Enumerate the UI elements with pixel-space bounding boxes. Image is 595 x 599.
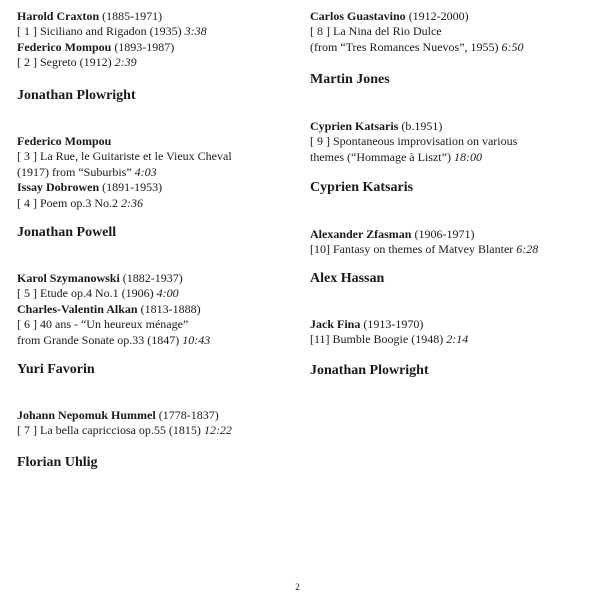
- track-line: [ 3 ] La Rue, le Guitariste et le Vieux Cheval: [17, 149, 232, 164]
- track-line: [310, 242, 538, 257]
- composer-heading: [310, 119, 517, 134]
- track-title: [ 2 ] Segreto (1912): [17, 55, 112, 70]
- track-line: [310, 40, 524, 55]
- composer-heading: [17, 40, 207, 55]
- track-title: themes (“Hommage à Liszt”): [310, 149, 451, 164]
- track-duration: 10:43: [182, 332, 211, 347]
- composer-dates: (1906-1971): [414, 227, 475, 241]
- performer-name: Florian Uhlig: [17, 455, 98, 470]
- work-block: [17, 134, 232, 211]
- composer-dates: (1912-2000): [408, 9, 469, 23]
- track-line: [ 6 ] 40 ans - “Un heureux ménage”: [17, 317, 189, 332]
- composer-heading: [17, 408, 232, 423]
- composer-heading: [17, 180, 232, 195]
- composer-heading: [310, 317, 468, 332]
- composer-heading: [310, 227, 538, 242]
- composer-name: Harold Craxton: [17, 9, 100, 23]
- track-line: [17, 165, 232, 180]
- composer-dates: (1813-1888): [140, 301, 201, 316]
- composer-dates: (1778-1837): [158, 408, 219, 422]
- performer-name: Yuri Favorin: [17, 362, 95, 377]
- track-duration: 4:00: [156, 286, 179, 301]
- performer-name: Jonathan Plowright: [310, 363, 429, 378]
- work-block: [17, 271, 210, 348]
- composer-dates: (b.1951): [401, 119, 443, 133]
- track-line: [17, 55, 207, 70]
- track-duration: 4:03: [134, 164, 157, 179]
- track-title: from Grande Sonate op.33 (1847): [17, 332, 180, 347]
- composer-name: Jack Fina: [310, 317, 361, 331]
- track-title: [ 4 ] Poem op.3 No.2: [17, 195, 118, 210]
- composer-name: Alexander Zfasman: [310, 227, 412, 241]
- composer-heading: [17, 9, 207, 24]
- work-block: [310, 9, 524, 55]
- performer-name: Jonathan Plowright: [17, 88, 136, 103]
- track-title: [ 7 ] La bella capricciosa op.55 (1815): [17, 423, 201, 438]
- composer-name: Johann Nepomuk Hummel: [17, 408, 156, 422]
- composer-name: Carlos Guastavino: [310, 9, 406, 23]
- composer-name: Federico Mompou: [17, 39, 112, 54]
- track-title: (1917) from “Suburbis”: [17, 164, 132, 179]
- composer-name: Issay Dobrowen: [17, 180, 100, 195]
- track-title: [11] Bumble Boogie (1948): [310, 332, 444, 347]
- composer-dates: (1885-1971): [102, 9, 163, 23]
- track-title: (from “Tres Romances Nuevos”, 1955): [310, 39, 499, 54]
- track-duration: 2:39: [114, 55, 137, 70]
- track-duration: 6:28: [516, 242, 539, 257]
- track-line: [17, 286, 210, 301]
- composer-dates: (1893-1987): [114, 39, 175, 54]
- performer-name: Jonathan Powell: [17, 225, 117, 240]
- work-block: [17, 9, 207, 71]
- composer-dates: (1882-1937): [122, 271, 183, 285]
- track-title: [ 1 ] Siciliano and Rigadon (1935): [17, 24, 182, 39]
- track-title: [10] Fantasy on themes of Matvey Blanter: [310, 242, 514, 257]
- work-block: [310, 317, 468, 348]
- performer-name: Martin Jones: [310, 72, 390, 87]
- track-line: [ 8 ] La Nina del Rio Dulce: [310, 24, 442, 39]
- track-line: [17, 423, 232, 438]
- track-line: [17, 24, 207, 39]
- track-line: [310, 150, 517, 165]
- composer-heading: [17, 271, 210, 286]
- track-duration: 2:14: [446, 332, 469, 347]
- track-duration: 2:36: [121, 195, 143, 210]
- performer-name: Cyprien Katsaris: [310, 180, 414, 195]
- track-line: [17, 196, 232, 211]
- composer-name: Charles-Valentin Alkan: [17, 301, 138, 316]
- composer-heading: [17, 134, 232, 149]
- work-block: [310, 227, 538, 258]
- track-line: [ 9 ] Spontaneous improvisation on various: [310, 134, 518, 149]
- work-block: [17, 408, 232, 439]
- track-line: [17, 333, 210, 348]
- track-duration: 12:22: [203, 423, 232, 438]
- track-title: [ 5 ] Etude op.4 No.1 (1906): [17, 286, 154, 301]
- composer-heading: [17, 302, 210, 317]
- composer-dates: (1913-1970): [363, 317, 424, 331]
- composer-heading: [310, 9, 524, 24]
- composer-dates: (1891-1953): [102, 180, 163, 195]
- composer-name: Karol Szymanowski: [17, 271, 120, 285]
- track-duration: 3:38: [184, 24, 207, 39]
- page-number: 2: [295, 582, 300, 592]
- track-duration: 6:50: [501, 39, 524, 54]
- track-line: [310, 332, 468, 347]
- work-block: [310, 119, 517, 165]
- composer-name: Federico Mompou: [17, 134, 112, 148]
- composer-name: Cyprien Katsaris: [310, 119, 399, 133]
- performer-name: Alex Hassan: [310, 271, 385, 286]
- track-duration: 18:00: [453, 149, 482, 164]
